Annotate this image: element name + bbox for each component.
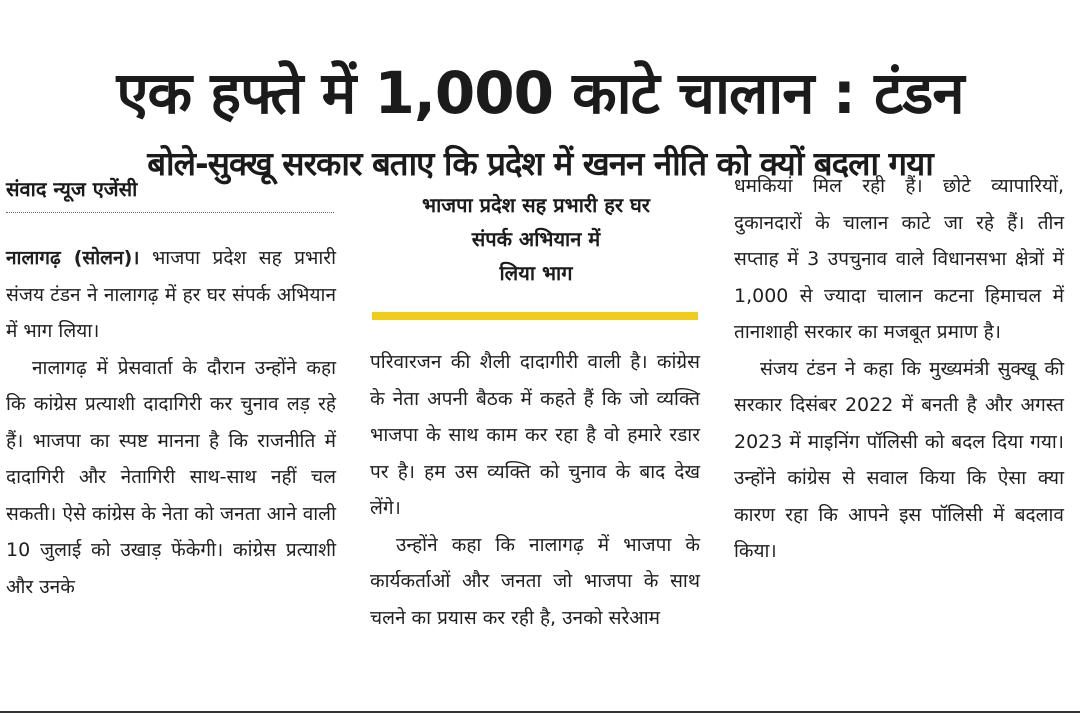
paragraph: उन्होंने कहा कि नालागढ़ में भाजपा के कार्यकर्ताओं और जनता जो भाजपा के साथ चलने का प्रयास कर रही है, उनको सरेआम — [370, 533, 700, 629]
paragraph — [6, 240, 336, 350]
box-title-line: भाजपा प्रदेश सह प्रभारी हर घर — [422, 193, 650, 217]
accent-bar — [372, 312, 698, 320]
byline-divider — [6, 212, 334, 213]
box-title-line: संपर्क अभियान में — [471, 227, 601, 251]
paragraph: संजय टंडन ने कहा कि मुख्यमंत्री सुक्खू की सरकार दिसंबर 2022 में बनती है और अगस्त 2023 में माइनिंग पॉलिसी को बदल दिया गया। उन्होंने कांग्रेस से सवाल किया कि ऐसा क्या कारण रहा कि आपने इस पॉलिसी में बदलाव किया। — [734, 357, 1064, 562]
sidebar-box-title — [368, 188, 704, 290]
article-column-2 — [370, 344, 700, 636]
paragraph: धमकियां मिल रही हैं। छोटे व्यापारियों, दुकानदारों के चालान काटे जा रहे हैं। तीन सप्ताह में 3 उपचुनाव वाले विधानसभा क्षेत्रों में 1,000 से ज्यादा चालान कटना हिमाचल में तानाशाही सरकार का मजबूत प्रमाण है। — [734, 175, 1064, 343]
paragraph: परिवारजन की शैली दादागीरी वाली है। कांग्रेस के नेता अपनी बैठक में कहते हैं कि जो व्यक्ति भाजपा के साथ काम कर रहा है वो हमारे रडार पर है। हम उस व्यक्ति को चुनाव के बाद देख लेंगे। — [370, 351, 700, 519]
article-column-1 — [6, 240, 336, 605]
paragraph: नालागढ़ में प्रेसवार्ता के दौरान उन्होंने कहा कि कांग्रेस प्रत्याशी दादागिरी कर चुनाव लड़ रहे हैं। भाजपा का स्पष्ट मानना है कि राजनीति में दादागिरी और नेतागिरी साथ-साथ नहीं चल सकती। ऐसे कांग्रेस के नेता को जनता आने वाली 10 जुलाई को उखाड़ फेंकेगी। कांग्रेस प्रत्याशी और उनके — [6, 356, 336, 598]
bottom-divider — [0, 711, 1080, 713]
subheadline: बोले-सुक्खू सरकार बताए कि प्रदेश में खनन नीति को क्यों बदला गया — [147, 144, 933, 184]
headline: एक हफ्ते में 1,000 काटे चालान : टंडन — [116, 58, 964, 127]
paragraph-text: भाजपा प्रदेश सह प्रभारी संजय टंडन ने नालागढ़ में हर घर संपर्क अभियान में भाग लिया। — [6, 247, 336, 342]
byline: संवाद न्यूज एजेंसी — [6, 177, 138, 201]
article-column-3 — [734, 168, 1064, 570]
dateline: नालागढ़ (सोलन)। — [6, 247, 140, 269]
box-title-line: लिया भाग — [499, 261, 573, 285]
